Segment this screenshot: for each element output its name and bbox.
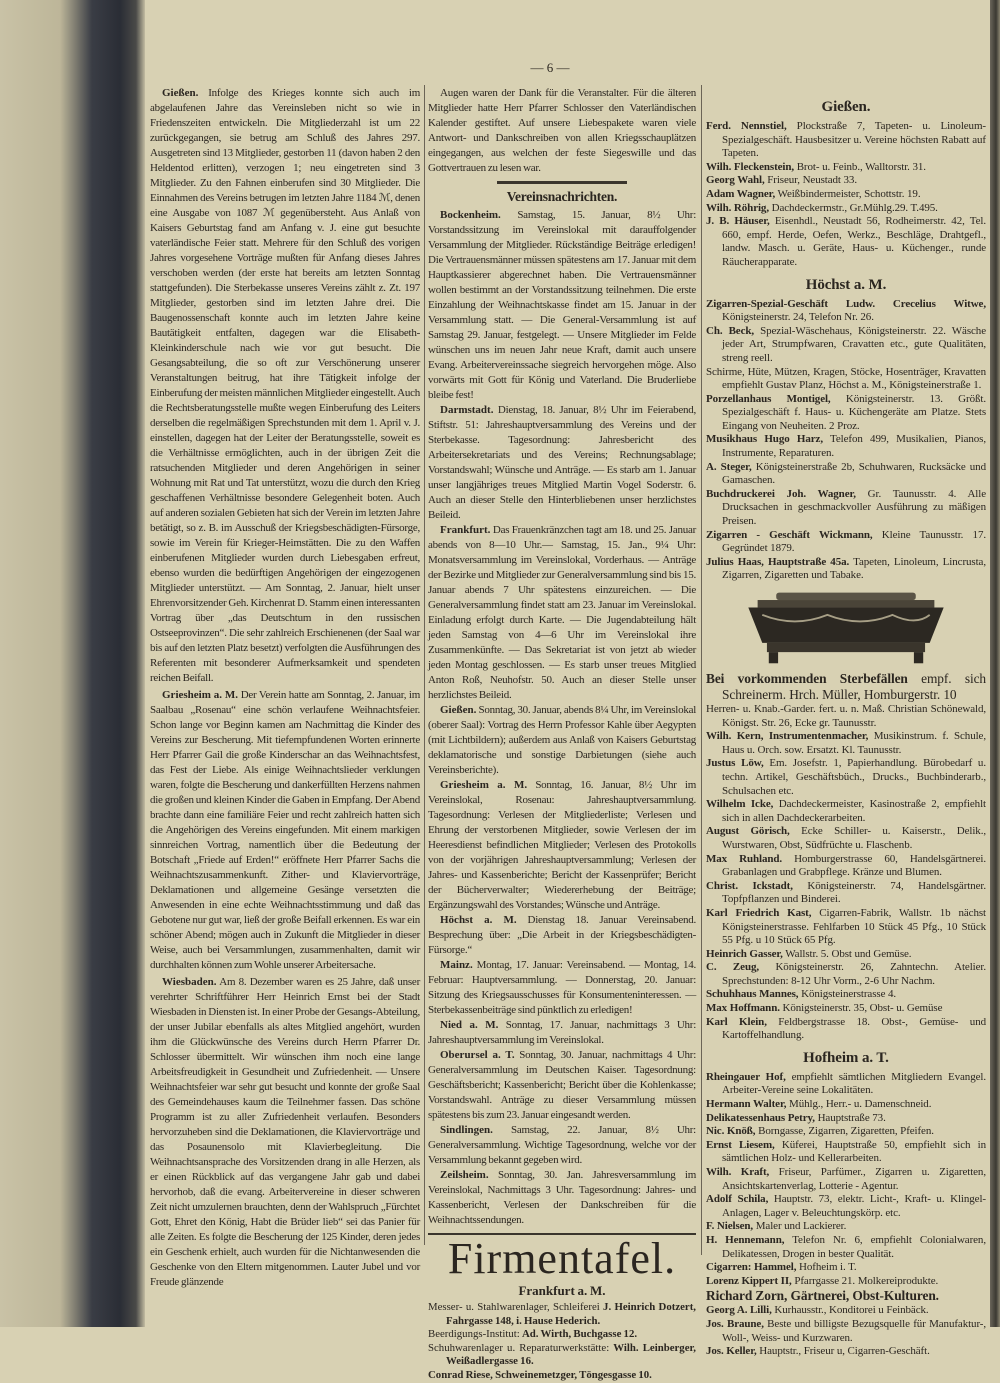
business-details: Telefon 499, Musikalien, Pianos, Instrumente, Reparaturen. [722,433,986,460]
notice-text: Sonntag, 30. Januar, nachmittags 4 Uhr: Generalversammlung im Deutschen Kaiser. Tagesordnung: Geschäftsbericht; Kassenbericht; Bericht über die Kohlenkasse; Vorstandswahl. Anträge zu dieser Versammlung müssen spätestens bis zum 23. Januar eingesandt werden. [428,1049,696,1121]
city-heading: Gießen. [821,99,871,115]
business-name: Buchdruckerei Joh. Wagner, [706,487,856,500]
notice-text: Sonntag, 17. Januar, nachmittags 3 Uhr: Jahreshauptversammlung im Vereinslokal. [428,1019,696,1046]
firm-name: Conrad Riese, Schweinemetzger, Töngesgasse 10. [428,1368,652,1381]
firm-text: Messer- u. Stahlwarenlager, Schleiferei [428,1301,604,1313]
business-name: Adolf Schila, [706,1193,769,1206]
directory-entry [706,798,986,825]
notice-text: Sonntag, 30. Januar, abends 8¼ Uhr, im Vereinslokal (oberer Saal): Vortrag des Herrn Professor Kahle über Aegypten (mit Lichtbildern); außerdem aus Anlaß von Kaisers Geburtstag deklamatorische und sonstige Darbietungen (siehe auch Vereinsberichte). [428,704,697,776]
notice-place: Gießen. [440,704,477,716]
business-name: Ch. Beck, [706,324,755,337]
notice-place: Mainz. [440,959,473,971]
directory-entry [706,188,986,202]
business-details: Hofheim i. T. [796,1261,857,1274]
firm-entry [428,1369,696,1383]
middle-column [428,86,696,1383]
business-details: Friseur, Parfümer., Zigarren u. Zigaretten, Ansichtskartenverlag, Lotterie - Agentur. [722,1166,986,1192]
notice-entry [428,778,696,913]
report-paragraph [150,975,420,1290]
business-details: Borngasse, Zigarren, Zigaretten, Pfeifen. [755,1125,934,1138]
directory-entry [706,215,986,269]
directory-entry [706,1304,986,1318]
directory-entry [706,1098,986,1112]
city-heading: Hofheim a. T. [803,1049,889,1066]
directory-entry [706,880,986,907]
business-details: Spezial-Wäschehaus, Königsteinerstr. 22. Wäsche jeder Art, Strumpfwaren, Cravatten etc., gute Qualitäten, streng reell. [722,324,986,364]
directory-entry [706,988,986,1002]
notice-text: Sonntag, 30. Jan. Jahresversammlung im Vereinslokal, Nachmittags 3 Uhr. Tagesordnung: Jahres- und Kassenbericht, Verlesen der Dankschreiben für die Weihnachtssendungen. [428,1169,696,1226]
business-name: Karl Friedrich Kast, [706,906,812,919]
directory-entry [706,433,986,460]
business-details: Königsteinerstrasse 4. [798,988,897,1001]
business-details: Friseur, Neustadt 33. [764,174,857,187]
directory-entry [706,366,986,393]
business-name: Bei vorkommenden Sterbefällen [706,671,908,686]
directory-entry [706,1139,986,1166]
directory-entry [706,757,986,798]
business-name: August Görisch, [706,825,790,838]
directory-entry [706,1261,986,1275]
business-details: Hauptstraße 73. [814,1111,886,1124]
firm-text: Beerdigungs-Institut: [428,1328,522,1341]
business-details: Königsteinerstraße 2b, Schuhwaren, Rucksäcke und Gamaschen. [722,460,986,487]
business-name: H. Hennemann, [706,1233,785,1246]
business-name: Richard Zorn, Gärtnerei, Obst-Kulturen. [706,1288,939,1304]
business-name: Ferd. Nennstiel, [706,120,787,132]
business-details: Königsteinerstr. 35, Obst- u. Gemüse [779,1002,943,1015]
firm-name: Ad. Wirth, Buchgasse 12. [521,1328,638,1341]
firmentafel-title: Firmentafel. [428,1233,696,1283]
directory-entry [706,1318,986,1345]
directory-entry [706,488,986,529]
directory-entry [706,671,986,703]
notice-text: Montag, 17. Januar: Vereinsabend. — Montag, 14. Februar: Hauptversammlung. — Donnerstag, 20. Januar: Sitzung des Kriegsausschusses für Konsumenteninteressen. — Sterbekassenbeiträge sind pünktlich zu erledigen! [428,959,696,1016]
directory-entry [706,1275,986,1289]
business-details: Weißbindermeister, Schottstr. 19. [775,187,921,200]
directory-entry [706,948,986,962]
business-details: Brot- u. Feinb., Walltorstr. 31. [794,160,926,173]
notice-entry [428,1168,696,1228]
business-details: Kurhausstr., Konditorei u Feinbäck. [771,1304,929,1317]
directory-entry [706,961,986,988]
directory-entry [706,1002,986,1016]
directory-entry [706,703,986,730]
business-details: Musikinstrum. f. Schule, Haus u. Orch. sow. Ersatzt. Kl. Taunusstr. [722,730,986,756]
section-divider [497,181,627,184]
report-text: Infolge des Krieges konnte sich auch im abgelaufenen Jahre das Vereinsleben nicht so wie in Friedenszeiten entwickeln. Die Mitgliederzahl ist um 22 zurückgegangen, sie betrug am Schluß des Jahres 297. Ausgetreten sind 13 Mitglieder, gestorben 11 (davon haben 2 den Heldentod erlitten), verzogen 1; neu eingetreten sind 3 Mitglieder. Zu den Fahnen einberufen sind 30 Mitglieder. Die Einnahmen des Vereins betrugen im letzten Jahre 1184 ℳ, denen eine Ausgabe von 1087 ℳ gegenübersteht. Aus Anlaß von Kaisers Geburtstag fand am Anfang v. J. eine gut besuchte vaterländische Feier statt. Mehrere für den Schluß des vorigen Jahres vorgesehene Vorträge mußten für Anfang dieses Jahres verschoben werden (der erste hat bereits am letzten Sonntag stattgefunden). Die Sterbekasse unseres Vereins zählt z. Zt. 197 Mitglieder, gestorben sind im letzten Jahre drei. Die Baugenossenschaft konnte auch im letzten Jahre keine Bautätigkeit entfalten, dagegen war die Elisabeth-Kleinkinderschule nach wie vor gut besucht. Die Gesangsabteilung, die so oft zur Verschönerung unserer Veranstaltungen beitrug, hat ihre Tätigkeit infolge der Einberufung der meisten männlichen Mitglieder eingestellt. Auch die Rechtsberatungsstelle mußte wegen Einberufung des Leiters derselben die regelmäßigen Sprechstunden mit dem 1. April v. J. einstellen, dagegen hat der Leiter der Beratungsstelle, soweit es die Verhältnisse ermöglichten, auch in der übrigen Zeit die ratsuchenden Mitglieder und deren Angehörigen in seiner Wohnung mit Rat und Tat unterstützt, wozu die durch den Krieg geschaffenen Verhältnisse besondere Gelegenheit boten. Auch auf anderen sozialen Gebieten hat sich der Verein im letzten Jahre betätigt, so z. B. im Ausschuß der Kriegsbeschädigten-Fürsorge, sowie im Verein für Krieger-Heimstätten. Die zu den Waffen einberufenen Mitglieder wurden durch Liebesgaben erfreut, ebenso wurden die bedürftigen Angehörigen der eingezogenen Mitglieder unterstützt. — Am Sonntag, 2. Januar, hielt unser Ehrenvorsitzender Geh. Kirchenrat D. Stamm einen interessanten Vortrag über „das Deutschtum in den russischen Ostseeprovinzen“. Die sehr zahlreich Erschienenen (der Saal war bis auf den letzten Platz besetzt) verfolgten die Ausführungen des Referenten mit besonderer Aufmerksamkeit und spendeten reichen Beifall. [150,87,421,684]
directory-entry [706,298,986,325]
directory-entry [706,556,986,583]
report-paragraph [150,688,420,973]
business-name: Lorenz Kippert II, [706,1274,792,1287]
section-title: Vereinsnachrichten. [506,189,618,204]
business-name: J. B. Häuser, [706,215,770,228]
business-details: Königsteinerstr. 26, Zahntechn. Atelier. Sprechstunden: 8-12 Uhr Vorm., 2-6 Uhr Nachm. [722,961,986,987]
business-details: Dachdeckermstr., Gr.Mühlg.29. T.495. [768,201,938,214]
directory-entry [706,1345,986,1359]
firm-name: Wilh. Leinberger, Weißadlergasse 16. [446,1341,696,1368]
notice-entry [428,403,696,523]
firm-name: J. Heinrich Dotzert, Fahrgasse 148, i. Hause Hederich. [446,1301,696,1327]
business-details: Herren- u. Knab.-Garder. fert. u. n. Maß. Christian Schönewald, Königst. Str. 26, Ecke gr. Taunusstr. [706,703,986,729]
business-details: Ecke Schiller- u. Kaiserstr., Delik., Wurstwaren, Obst, Südfrüchte u. Flaschenb. [722,825,986,851]
firm-entry [428,1301,696,1328]
directory-entry [706,161,986,175]
report-paragraph [150,86,420,686]
business-details: Feldbergstrasse 18. Obst-, Gemüse- und Kartoffelhandlung. [722,1015,986,1042]
business-details: Mühlg., Herr.- u. Damenschneid. [786,1098,932,1111]
report-place: Gießen. [162,87,199,99]
business-name: Jos. Keller, [706,1345,757,1358]
business-details: Königsteinerstr. 74, Handelsgärtner. Topfpflanzen und Binderei. [722,879,987,906]
notice-place: Griesheim a. M. [440,779,528,791]
notice-entry [428,913,696,958]
business-name: Adam Wagner, [706,187,776,200]
notice-entry [428,1123,696,1168]
business-name: Heinrich Gasser, [706,947,783,960]
business-name: Zigarren-Spezial-Geschäft Ludw. Crecelius Witwe, [706,297,986,310]
directory-entry [706,1071,986,1098]
notice-entry [428,523,696,703]
directory-entry [706,1193,986,1220]
business-name: Wilh. Kern, Instrumentenmacher, [706,730,869,743]
notice-entry [428,208,696,403]
notice-text: Dienstag, 18. Januar, 8½ Uhr im Feierabend, Stiftstr. 51: Jahreshauptversammlung des Vereins und der Sterbekasse. Tagesordnung: Jahresbericht des Arbeitersekretariats und des Vereins; Rechnungsablage; Vorstandswahl; Wünsche und Anträge. — Es starb am 1. Januar unser langjähriges treues Mitglied Martin Vogel Soderstr. 6. Auch an dieser Stelle den Hinterbliebenen unser herzlichstes Beileid. [428,404,696,521]
business-details: Maler und Lackierer. [753,1220,847,1233]
firm-text: Schuhwarenlager u. Reparaturwerkstätte: [428,1341,614,1354]
business-details: Kleine Taunusstr. 17. Gegründet 1879. [722,528,986,555]
directory-entry [706,461,986,488]
notice-place: Darmstadt. [440,404,494,416]
business-name: Jos. Braune, [706,1317,764,1330]
directory-entry [706,825,986,852]
business-name: Wilh. Fleckenstein, [706,160,795,173]
notice-entry [428,958,696,1018]
right-column-business-directory [706,92,986,1359]
directory-entry [706,1166,986,1193]
firm-entry [428,1342,696,1369]
business-details: Homburgerstrasse 60, Handelsgärtnerei. Grabanlagen und Grabpflege. Kränze und Blumen. [722,852,987,879]
directory-entry [706,1234,986,1261]
business-name: Musikhaus Hugo Harz, [706,433,823,446]
report-place: Griesheim a. M. [162,689,239,701]
business-name: Julius Haas, Hauptstraße 45a. [706,555,850,568]
directory-entry [706,529,986,556]
business-name: Wilh. Röhrig, [706,201,769,214]
business-details: Schirme, Hüte, Mützen, Kragen, Stöcke, Hosenträger, Kravatten empfiehlt Gustav Planz, Höchst a. M., Königsteinerstraße 1. [706,365,986,392]
business-details: Pfarrgasse 21. Molkereiprodukte. [791,1274,939,1287]
business-details: Wallstr. 5. Obst und Gemüse. [782,947,912,960]
business-name: Cigarren: Hammel, [706,1261,797,1274]
business-name: Zigarren - Geschäft Wickmann, [706,528,873,541]
notice-place: Sindlingen. [440,1124,493,1136]
business-name: F. Nielsen, [706,1220,754,1233]
business-name: Karl Klein, [706,1015,767,1028]
notice-place: Frankfurt. [440,524,491,536]
business-name: Georg A. Lilli, [706,1304,772,1317]
directory-entry [706,1112,986,1126]
business-name: Max Hoffmann. [706,1002,780,1015]
notice-text: Sonntag, 16. Januar, 8½ Uhr im Vereinslokal, Rosenau: Jahreshauptversammlung. Tagesordnung: Verlesen der Mitgliederliste; Verlesen und Ehrung der verstorbenen Mitglieder, sowie Verlesen der im Heeresdienst befindlichen Mitglieder; Verlesen des Protokolls von der vorjährigen Jahreshauptversammlung; Verlesen der Jahres- und Kassenberichte; Bericht der Kassenprüfer; Bericht der Bücherverwalter; Wiedererhebung der Beiträge; Ergänzungswahl des Vorstandes; Wünsche und Anträge. [428,779,697,911]
directory-entry [706,202,986,216]
business-name: A. Steger, [706,460,752,473]
business-details: Eisenhdl., Neustadt 56, Rodheimerstr. 42, Tel. 660, empf. Herde, Oefen, Werkz., Beschläge, Drahtgefl., landw. Masch. u. Geräte, Haus- u. Küchenger., runde Räucherapparate. [722,215,987,268]
directory-entry [706,1220,986,1234]
notice-place: Höchst a. M. [440,914,517,926]
business-details: Küferei, Hauptstraße 50, empfiehlt sich in sämtlichen Holz- und Kellerarbeiten. [722,1138,986,1165]
business-name: Ernst Liesem, [706,1138,775,1151]
coffin-illustration [706,587,986,667]
business-details: Beste und billigste Bezugsquelle für Manufaktur-, Woll-, Weiss- und Kurzwaren. [722,1317,987,1344]
business-name: Wilh. Kraft, [706,1166,770,1178]
directory-entry [706,907,986,948]
directory-entry [706,120,986,161]
firm-entry [428,1328,696,1342]
city-heading: Höchst a. M. [805,276,887,293]
directory-entry [706,325,986,366]
directory-entry [706,174,986,188]
notice-text: Samstag, 22. Januar, 8½ Uhr: Generalversammlung. Wichtige Tagesordnung, welche vor der Versammlung bekannt gegeben wird. [428,1124,696,1166]
business-name: Justus Löw, [706,757,764,770]
notice-entry [428,1048,696,1123]
business-name: Porzellanhaus Montigel, [706,392,831,405]
business-name: Nic. Knöß, [706,1125,756,1138]
page-edge [990,0,1000,1327]
page-number: — 6 — [530,60,570,75]
business-details: Cigarren-Fabrik, Wallstr. 1b nächst Königsteinerstrasse. Fehlfarben 10 Stück 45 Pfg., 10 Stück 55 Pfg. u 10 Stück 65 Pfg. [722,906,986,947]
business-details: Hauptstr. 73, elektr. Licht-, Kraft- u. Klingel-Anlagen, Lager v. Beleuchtungskörp. etc. [722,1193,986,1219]
continuation-text: Augen waren der Dank für die Veranstalter. Für die älteren Mitglieder hatte Herr Pfarrer Schlosser den Vaterländischen Kalender gestiftet. Auf unsere Liebespakete waren viele Antwort- und Dankschreiben von allen Kriegsschauplätzen eingegangen, aus welchen der feste Siegeswille und das Gottvertrauen zu lesen war. [428,87,696,174]
business-name: Schuhhaus Mannes, [706,988,799,1001]
directory-entry [706,1125,986,1139]
business-details: Königsteinerstr. 13. Größt. Spezialgeschäft f. Haus- u. Küchengeräte am Platze. Stets Eingang von Neuheiten. 2 Proz. [722,392,986,432]
business-name: C. Zeug, [706,961,760,974]
directory-entry [706,1288,986,1304]
notice-text: Samstag, 15. Januar, 8½ Uhr: Vorstandssitzung im Vereinslokal mit darauffolgender Versammlung der Mitglieder. Rückständige Beiträge erledigen! Die Vertrauensmänner müssen spätestens am 17. Januar mit dem Hauptkassierer abgerechnet haben. Die Vertrauensmänner wollen bestimmt an der Vorstandssitzung teilnehmen. Die erste Einzahlung der Weihnachtskasse findet am 15. Januar in der Versammlung statt. — Die General-Versammlung ist auf Samstag 29. Januar, festgelegt. — Unsere Mitglieder im Felde wünschen uns im neuen Jahr neue Kraft, damit auch unsere Evang. Arbeitervereinssache siegreich hervorgehen möge. Also vorwärts mit Gott für König und Vaterland. Die Bruderliebe bleibe fest! [428,209,696,401]
directory-entry [706,1016,986,1043]
business-name: Delikatessenhaus Petry, [706,1111,815,1124]
notice-text: Dienstag 18. Januar Vereinsabend. Besprechung über: „Die Arbeit in der Kriegsbeschädigten-Fürsorge.“ [428,914,696,956]
club-notices [428,208,696,1228]
directory-entry [706,730,986,757]
firmentafel-list [428,1301,696,1383]
business-name: Christ. Ickstadt, [706,879,793,892]
notice-entry [428,1018,696,1048]
report-text: Der Verein hatte am Sonntag, 2. Januar, im Saalbau „Rosenau“ eine schön verlaufene Weihnachtsfeier. Schon lange vor Beginn kamen am Nachmittag die Kinder des Vereins zur Bescherung. Mit tiefempfundenen Worten erinnerte Herr Pfarrer Gail die große Kinderschar an das Weihnachtsfest, das Fest der Liebe. Als einige Weihnachtslieder verklungen waren, folgte die Bescherung und dankerfüllten Herzens nahmen die großen und kleinen Kinder die Gaben in Empfang. Der Abend brachte dann eine familiäre Feier und recht zahlreich hatten sich die Angehörigen des Vereins eingefunden. Mit einem markigen sinnreichen Vortrag, namentlich über die Bedeutung der Botschaft „Friede auf Erden!“ eröffnete Herr Pfarrer Sachs die Weihnachtszusammenkunft. Zither- und Klaviervorträge, Deklamationen und allgemeine Gesänge versetzten die Anwesenden in eine echte Weihnachtsstimmung und daß das Gebotene nur gut war, ließ der große Beifall erkennen. Es war ein schöner Abend; mögen auch in Zukunft die Mitglieder in dieser Weise, auch bei Versammlungen, zusammenhalten, damit wir durchhalten können zum Wohle unserer Arbeitersache. [150,689,420,971]
business-details: Königsteinerstr. 24, Telefon Nr. 26. [722,311,874,324]
business-details: empf. sich Schreinerm. Hrch. Müller, Homburgerstr. 10 [722,671,987,702]
business-details: Dachdeckermeister, Kasinostraße 2, empfiehlt sich in allen Dachdeckerarbeiten. [722,798,986,824]
notice-text: Das Frauenkränzchen tagt am 18. und 25. Januar abends von 8—10 Uhr.— Samstag, 15. Jan., 9¼ Uhr: Monatsversammlung im Vereinslokal, Vorderhaus. — Anträge der Bezirke und Mitglieder zur Generalversammlung sind bis 15. Januar abends 7 Uhr spätestens einzureichen. — Die Generalversammlung findet statt am 23. Januar im Vereinslokal. Einladung erfolgt durch Karte. — Die Jugendabteilung hält jeden Samstag von 4—6 Uhr im Vereinslokal ihre Zusammenkünfte. — Das Sekretariat ist von jetzt ab wieder jeden Montag geschlossen. — Es starb unser treues Mitglied Anton Roß, Neuhofstr. 50. Auch an dieser Stelle unser herzlichstes Beileid. [428,524,696,701]
business-details: Tapeten, Linoleum, Lincrusta, Zigarren, Zigaretten und Tabake. [722,555,986,582]
left-column-reports [150,86,420,1290]
notice-place: Bockenheim. [440,209,501,221]
business-details: Em. Josefstr. 1, Papierhandlung. Bürobedarf u. techn. Artikel, Geschäftsbüch., Drucks., Buchbinderarb., Schulsachen etc. [722,757,986,797]
business-name: Max Ruhland. [706,852,783,865]
business-details: Plockstraße 7, Tapeten- u. Linoleum-Spezialgeschäft. Hausbesitzer u. Vereine höchsten Rabatt auf Tapeten. [722,120,986,160]
notice-place: Nied a. M. [440,1019,499,1031]
business-details: Hauptstr., Friseur u, Cigarren-Geschäft. [756,1345,930,1358]
notice-entry [428,703,696,778]
book-binding [0,0,145,1327]
business-details: empfiehlt sämtlichen Mitgliedern Evangel. Arbeiter-Vereine seine Lokalitäten. [722,1070,986,1097]
firmentafel-city: Frankfurt a. M. [518,1283,606,1298]
notice-place: Zeilsheim. [440,1169,489,1181]
directory-entry [706,393,986,434]
business-name: Georg Wahl, [706,174,765,187]
business-details: Gr. Taunusstr. 4. Alle Drucksachen in geschmackvoller Ausführung zu mäßigen Preisen. [722,487,986,528]
notice-place: Oberursel a. T. [440,1049,515,1061]
business-name: Rheingauer Hof, [706,1070,786,1083]
business-name: Hermann Walter, [706,1098,787,1111]
column-divider [424,85,425,1245]
directory-entry [706,853,986,880]
business-name: Wilhelm Icke, [706,798,774,811]
report-place: Wiesbaden. [162,976,217,988]
column-divider [701,85,702,1255]
report-text: Am 8. Dezember waren es 25 Jahre, daß unser verehrter Schriftführer Herr Heinrich Ernst bei der Stadt Wiesbaden in Diensten ist. In einer Probe der Gesangs-Abteilung, der unser Jubilar ebenfalls als altes Mitglied angehört, wurden ihm die Glückwünsche des Vereins durch Herrn Pfarrer Dr. Schlosser übermittelt. Wir wünschen ihm noch eine lange Arbeitsfreudigkeit in Gesundheit und Zufriedenheit. — Unsere Weihnachtsfeier war sehr gut besucht und konnte der große Saal des Gemeindehauses kaum die Teilnehmer fassen. Das schöne Programm ist zu aller Zufriedenheit verlaufen. Besonders hervorzuheben sind die Deklamationen, die Klaviervorträge und das Posaunensolo mit Klavierbegleitung. Die Weihnachtsansprache des Vorsitzenden drang in alle Herzen, als er einen Rückblick auf das vergangene Jahr gab und dabei hervorhob, daß die evang. Arbeitervereine in dieser schweren Zeit nicht umzulernen brauchten, denn der Wahlspruch „Fürchtet Gott, Ehret den König, Habt die Brüder lieb“ sei das Panier für alle Zeiten. Es folgte die Bescherung der 125 Kinder, deren jedes ein Geschenk erhielt, auch wurden für die Nichtanwesenden die Geschenke von den Eltern mitgenommen. Lauter Jubel und vor Freude glänzende [150,976,420,1288]
business-details: Telefon Nr. 6, empfiehlt Colonialwaren, Delikatessen, Drogen in bester Qualität. [722,1233,986,1260]
